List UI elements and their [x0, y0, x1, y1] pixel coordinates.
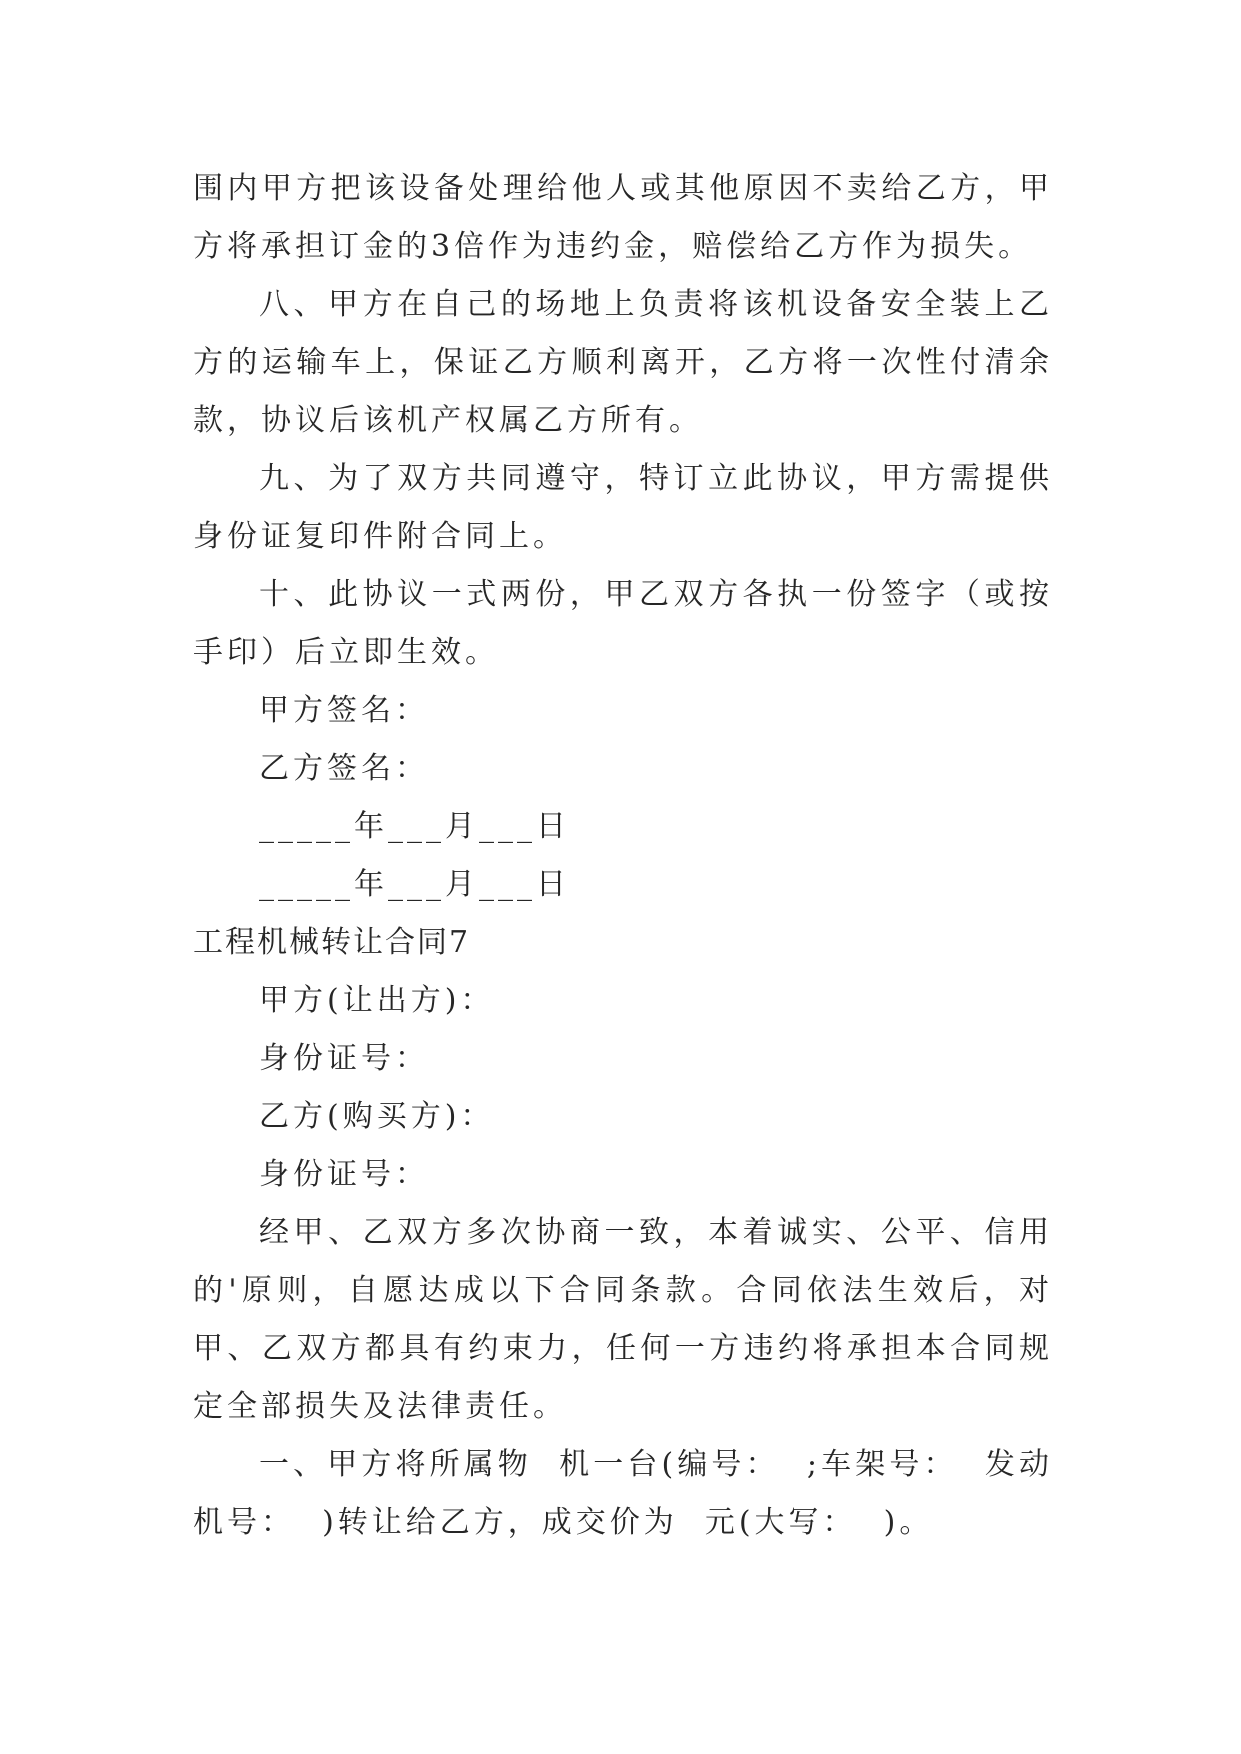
paragraph-clause-8: 八、甲方在自己的场地上负责将该机设备安全装上乙方的运输车上，保证乙方顺利离开，乙方将一次性付清余款，协议后该机产权属乙方所有。: [193, 287, 1053, 438]
date-line-1: _____年___月___日: [259, 809, 570, 844]
contract-title: 工程机械转让合同7: [193, 925, 471, 960]
document-body: [193, 160, 1053, 1552]
party-b-signature-line: 乙方签名：: [259, 751, 429, 786]
paragraph-breach-clause-end: 围内甲方把该设备处理给他人或其他原因不卖给乙方，甲方将承担订金的3倍作为违约金，赔偿给乙方作为损失。: [193, 171, 1053, 264]
paragraph-preamble: 经甲、乙双方多次协商一致，本着诚实、公平、信用的'原则，自愿达成以下合同条款。合同依法生效后，对甲、乙双方都具有约束力，任何一方违约将承担本合同规定全部损失及法律责任。: [193, 1215, 1053, 1424]
paragraph-clause-10: 十、此协议一式两份，甲乙双方各执一份签字（或按手印）后立即生效。: [193, 577, 1053, 670]
party-a-field: 甲方(让出方)：: [259, 983, 495, 1018]
paragraph-clause-1: 一、甲方将所属物 机一台(编号： ;车架号： 发动机号： )转让给乙方，成交价为 元(大写： )。: [193, 1447, 1053, 1540]
paragraph-clause-9: 九、为了双方共同遵守，特订立此协议，甲方需提供身份证复印件附合同上。: [193, 461, 1053, 554]
party-b-id-field: 身份证号：: [259, 1157, 429, 1192]
party-a-id-field: 身份证号：: [259, 1041, 429, 1076]
party-a-signature-line: 甲方签名：: [259, 693, 429, 728]
party-b-field: 乙方(购买方)：: [259, 1099, 495, 1134]
date-line-2: _____年___月___日: [259, 867, 570, 902]
